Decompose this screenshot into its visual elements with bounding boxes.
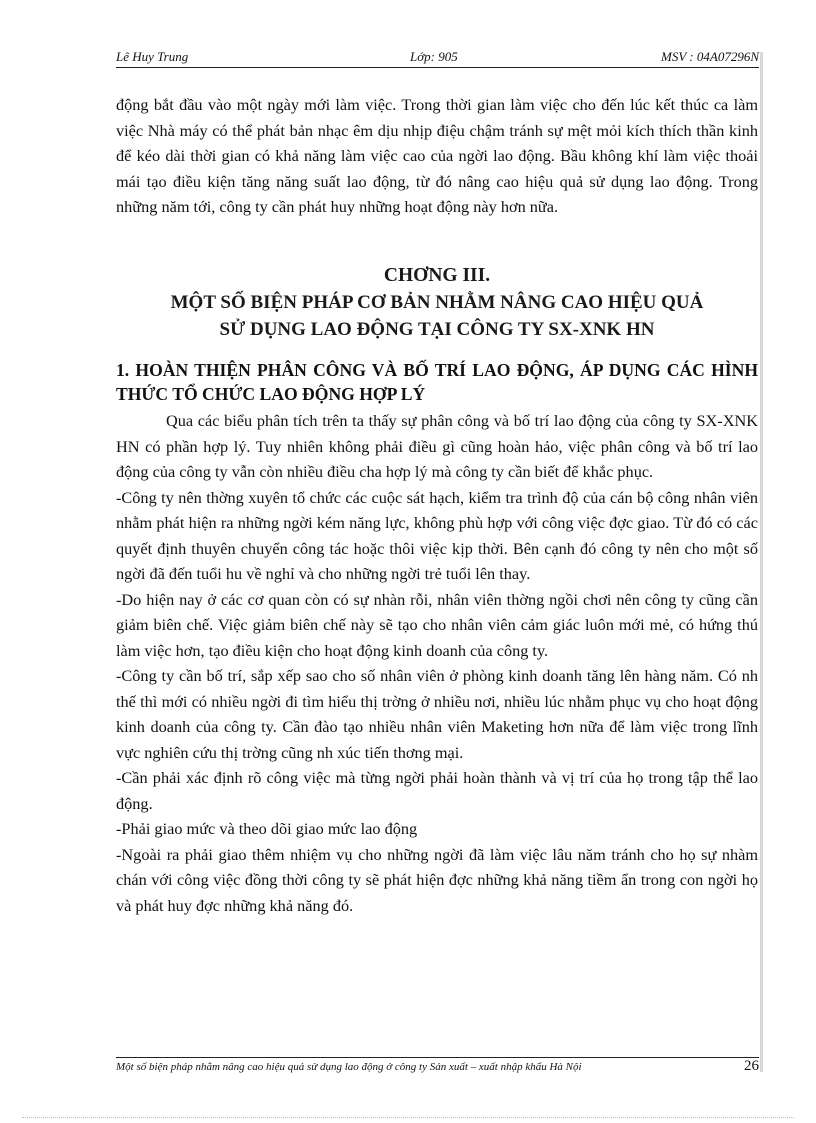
page-header: [116, 47, 759, 68]
header-student-id: MSV : 04A07296N: [661, 49, 759, 64]
section-paragraph: -Công ty nên thờng xuyên tổ chức các cuộc sát hạch, kiểm tra trình độ của cán bộ công nhân viên nhằm phát hiện ra những ngời kém năng lực, không phù hợp với công việc đợc giao. Từ đó có các quyết định thuyên chuyển công tác hoặc thôi việc kịp thời. Bên cạnh đó công ty nên cho một số ngời đã đến tuổi hu về nghỉ và cho những ngời trẻ tuổi lên thay.: [116, 487, 758, 583]
chapter-title-line-2: SỬ DỤNG LAO ĐỘNG TẠI CÔNG TY SX-XNK HN: [219, 319, 655, 340]
header-author: Lê Huy Trung: [116, 49, 189, 64]
section-paragraph: -Cần phải xác định rõ công việc mà từng ngời phải hoàn thành và vị trí của họ trong tập thể lao động.: [116, 768, 758, 813]
chapter-title-line-1: MỘT SỐ BIỆN PHÁP CƠ BẢN NHẰM NÂNG CAO HIỆU QUẢ: [170, 292, 704, 313]
section-paragraph: -Phải giao mức và theo dõi giao mức lao động: [116, 819, 418, 838]
chapter-label: CHƠNG III.: [383, 265, 491, 286]
header-class: Lớp: 905: [410, 49, 458, 64]
section-paragraph: -Ngoài ra phải giao thêm nhiệm vụ cho những ngời đã làm việc lâu năm tránh cho họ sự nhàm chán với công việc đồng thời công ty sẽ phát hiện đợc những khả năng tiềm ẩn trong con ngời họ và phát huy đợc những khả năng đó.: [116, 844, 758, 915]
page-bottom-divider: [22, 1117, 794, 1118]
page-footer: [116, 1057, 759, 1086]
section-title: 1. HOÀN THIỆN PHÂN CÔNG VÀ BỐ TRÍ LAO ĐỘNG, ÁP DỤNG CÁC HÌNH THỨC TỔ CHỨC LAO ĐỘNG HỢP LÝ: [116, 360, 758, 404]
chapter-heading: [116, 262, 758, 343]
intro-paragraph-block: [116, 92, 758, 220]
intro-paragraph: động bắt đầu vào một ngày mới làm việc. Trong thời gian làm việc cho đến lúc kết thúc ca làm việc Nhà máy có thể phát bản nhạc êm dịu nhịp điệu chậm tránh sự mệt mỏi kích thích thần kinh để kéo dài thời gian có khả năng làm việc cao của ngời lao động. Bầu không khí làm việc thoải mái tạo điều kiện tăng năng suất lao động, từ đó nâng cao hiệu quả sử dụng lao động. Trong những năm tới, công ty cần phát huy những hoạt động này hơn nữa.: [116, 95, 758, 216]
section-paragraph: -Công ty cần bố trí, sắp xếp sao cho số nhân viên ở phòng kinh doanh tăng lên hàng năm. Có nh thế thì mới có nhiều ngời đi tìm hiểu thị trờng ở nhiều nơi, nhiều lúc nhằm phục vụ cho hoạt động kinh doanh của công ty. Cần đào tạo nhiều nhân viên Maketing hơn nữa để làm việc trong lĩnh vực nghiên cứu thị trờng cũng nh xúc tiến thơng mại.: [116, 666, 758, 762]
page-shadow: [760, 52, 763, 1072]
footer-text: Một số biện pháp nhằm nâng cao hiệu quả sử dụng lao động ở công ty Sản xuất – xuất nhập khẩu Hà Nội: [116, 1061, 582, 1073]
section-body: [116, 408, 758, 918]
page-number: 26: [744, 1058, 759, 1074]
section-paragraph: -Do hiện nay ở các cơ quan còn có sự nhàn rỗi, nhân viên thờng ngồi chơi nên công ty cũng cần giảm biên chế. Việc giảm biên chế này sẽ tạo cho nhân viên cảm giác luôn mới mẻ, có hứng thú làm việc hơn, tạo điều kiện cho hoạt động kinh doanh của công ty.: [116, 589, 758, 660]
section-paragraph: Qua các biểu phân tích trên ta thấy sự phân công và bố trí lao động của công ty SX-XNK HN có phần hợp lý. Tuy nhiên không phải điều gì cũng hoàn hảo, việc phân công và bố trí lao động của công ty vẫn còn nhiều điều cha hợp lý mà công ty cần biết để khắc phục.: [116, 411, 758, 481]
